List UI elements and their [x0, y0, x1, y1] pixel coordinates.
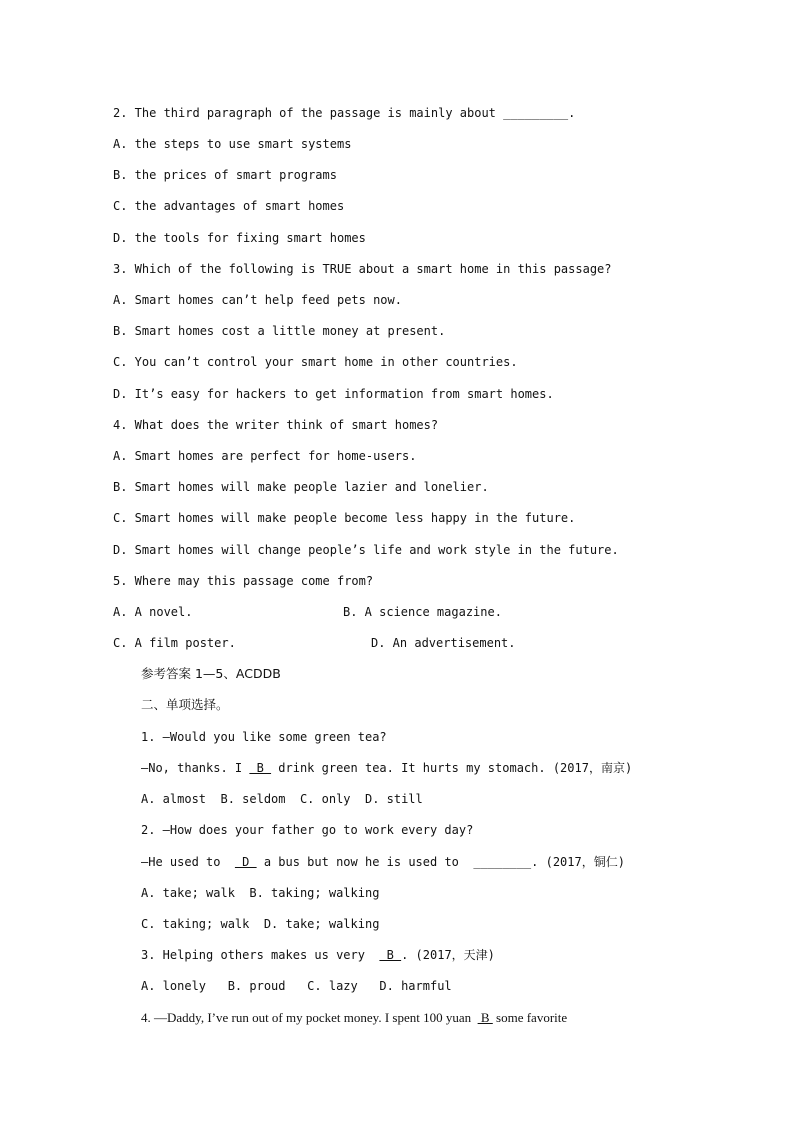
question-4-option-d: D. Smart homes will change people’s life and work style in the future.: [113, 543, 619, 557]
question-2-option-b: B. the prices of smart programs: [113, 168, 337, 182]
question-2-option-c: C. the advantages of smart homes: [113, 199, 345, 213]
mc-3-question: 3. Helping others makes us very B . (2017，天津): [141, 948, 495, 962]
question-3-option-a: A. Smart homes can’t help feed pets now.: [113, 293, 402, 307]
question-3-option-b: B. Smart homes cost a little money at present.: [113, 324, 446, 338]
question-4-option-c: C. Smart homes will make people become less happy in the future.: [113, 511, 576, 525]
mc-2-question: 2. —How does your father go to work every day?: [141, 823, 474, 837]
question-5-option-b: B. A science magazine.: [343, 605, 502, 619]
answer-blank: B: [249, 761, 272, 775]
mc-2-options-row-1: A. take; walk B. taking; walking: [141, 886, 380, 900]
question-3-stem: 3. Which of the following is TRUE about a smart home in this passage?: [113, 262, 612, 276]
question-5-option-c: C. A film poster.: [113, 636, 236, 650]
question-2-option-a: A. the steps to use smart systems: [113, 137, 352, 151]
answer-key: 参考答案 1—5、ACDDB: [141, 666, 281, 681]
mc-2-options-row-2: C. taking; walk D. take; walking: [141, 917, 380, 931]
mc-1-response: —No, thanks. I B drink green tea. It hurts my stomach. (2017，南京): [141, 761, 633, 775]
section-2-title: 二、单项选择。: [141, 697, 229, 712]
mc-3-options: A. lonely B. proud C. lazy D. harmful: [141, 979, 452, 993]
question-5-option-a: A. A novel.: [113, 605, 193, 619]
answer-blank: B: [379, 948, 402, 962]
question-3-option-d: D. It’s easy for hackers to get information from smart homes.: [113, 387, 554, 401]
mc-1-options: A. almost B. seldom C. only D. still: [141, 792, 423, 806]
mc-1-question: 1. —Would you like some green tea?: [141, 730, 387, 744]
question-4-option-b: B. Smart homes will make people lazier and lonelier.: [113, 480, 489, 494]
empty-blank: ________: [473, 855, 532, 869]
question-4-stem: 4. What does the writer think of smart homes?: [113, 418, 439, 432]
question-5-option-d: D. An advertisement.: [371, 636, 516, 650]
question-3-option-c: C. You can’t control your smart home in other countries.: [113, 355, 518, 369]
mc-2-response: —He used to D a bus but now he is used to ________. (2017，铜仁): [141, 855, 625, 869]
question-2-option-d: D. the tools for fixing smart homes: [113, 231, 366, 245]
question-4-option-a: A. Smart homes are perfect for home-users.: [113, 449, 417, 463]
question-5-stem: 5. Where may this passage come from?: [113, 574, 374, 588]
mc-4-question: 4. —Daddy, I’ve run out of my pocket money. I spent 100 yuan B some favorite: [141, 1010, 568, 1025]
answer-blank: B: [477, 1010, 493, 1025]
question-2-stem: 2. The third paragraph of the passage is mainly about _________.: [113, 106, 576, 120]
answer-blank: D: [234, 855, 257, 869]
